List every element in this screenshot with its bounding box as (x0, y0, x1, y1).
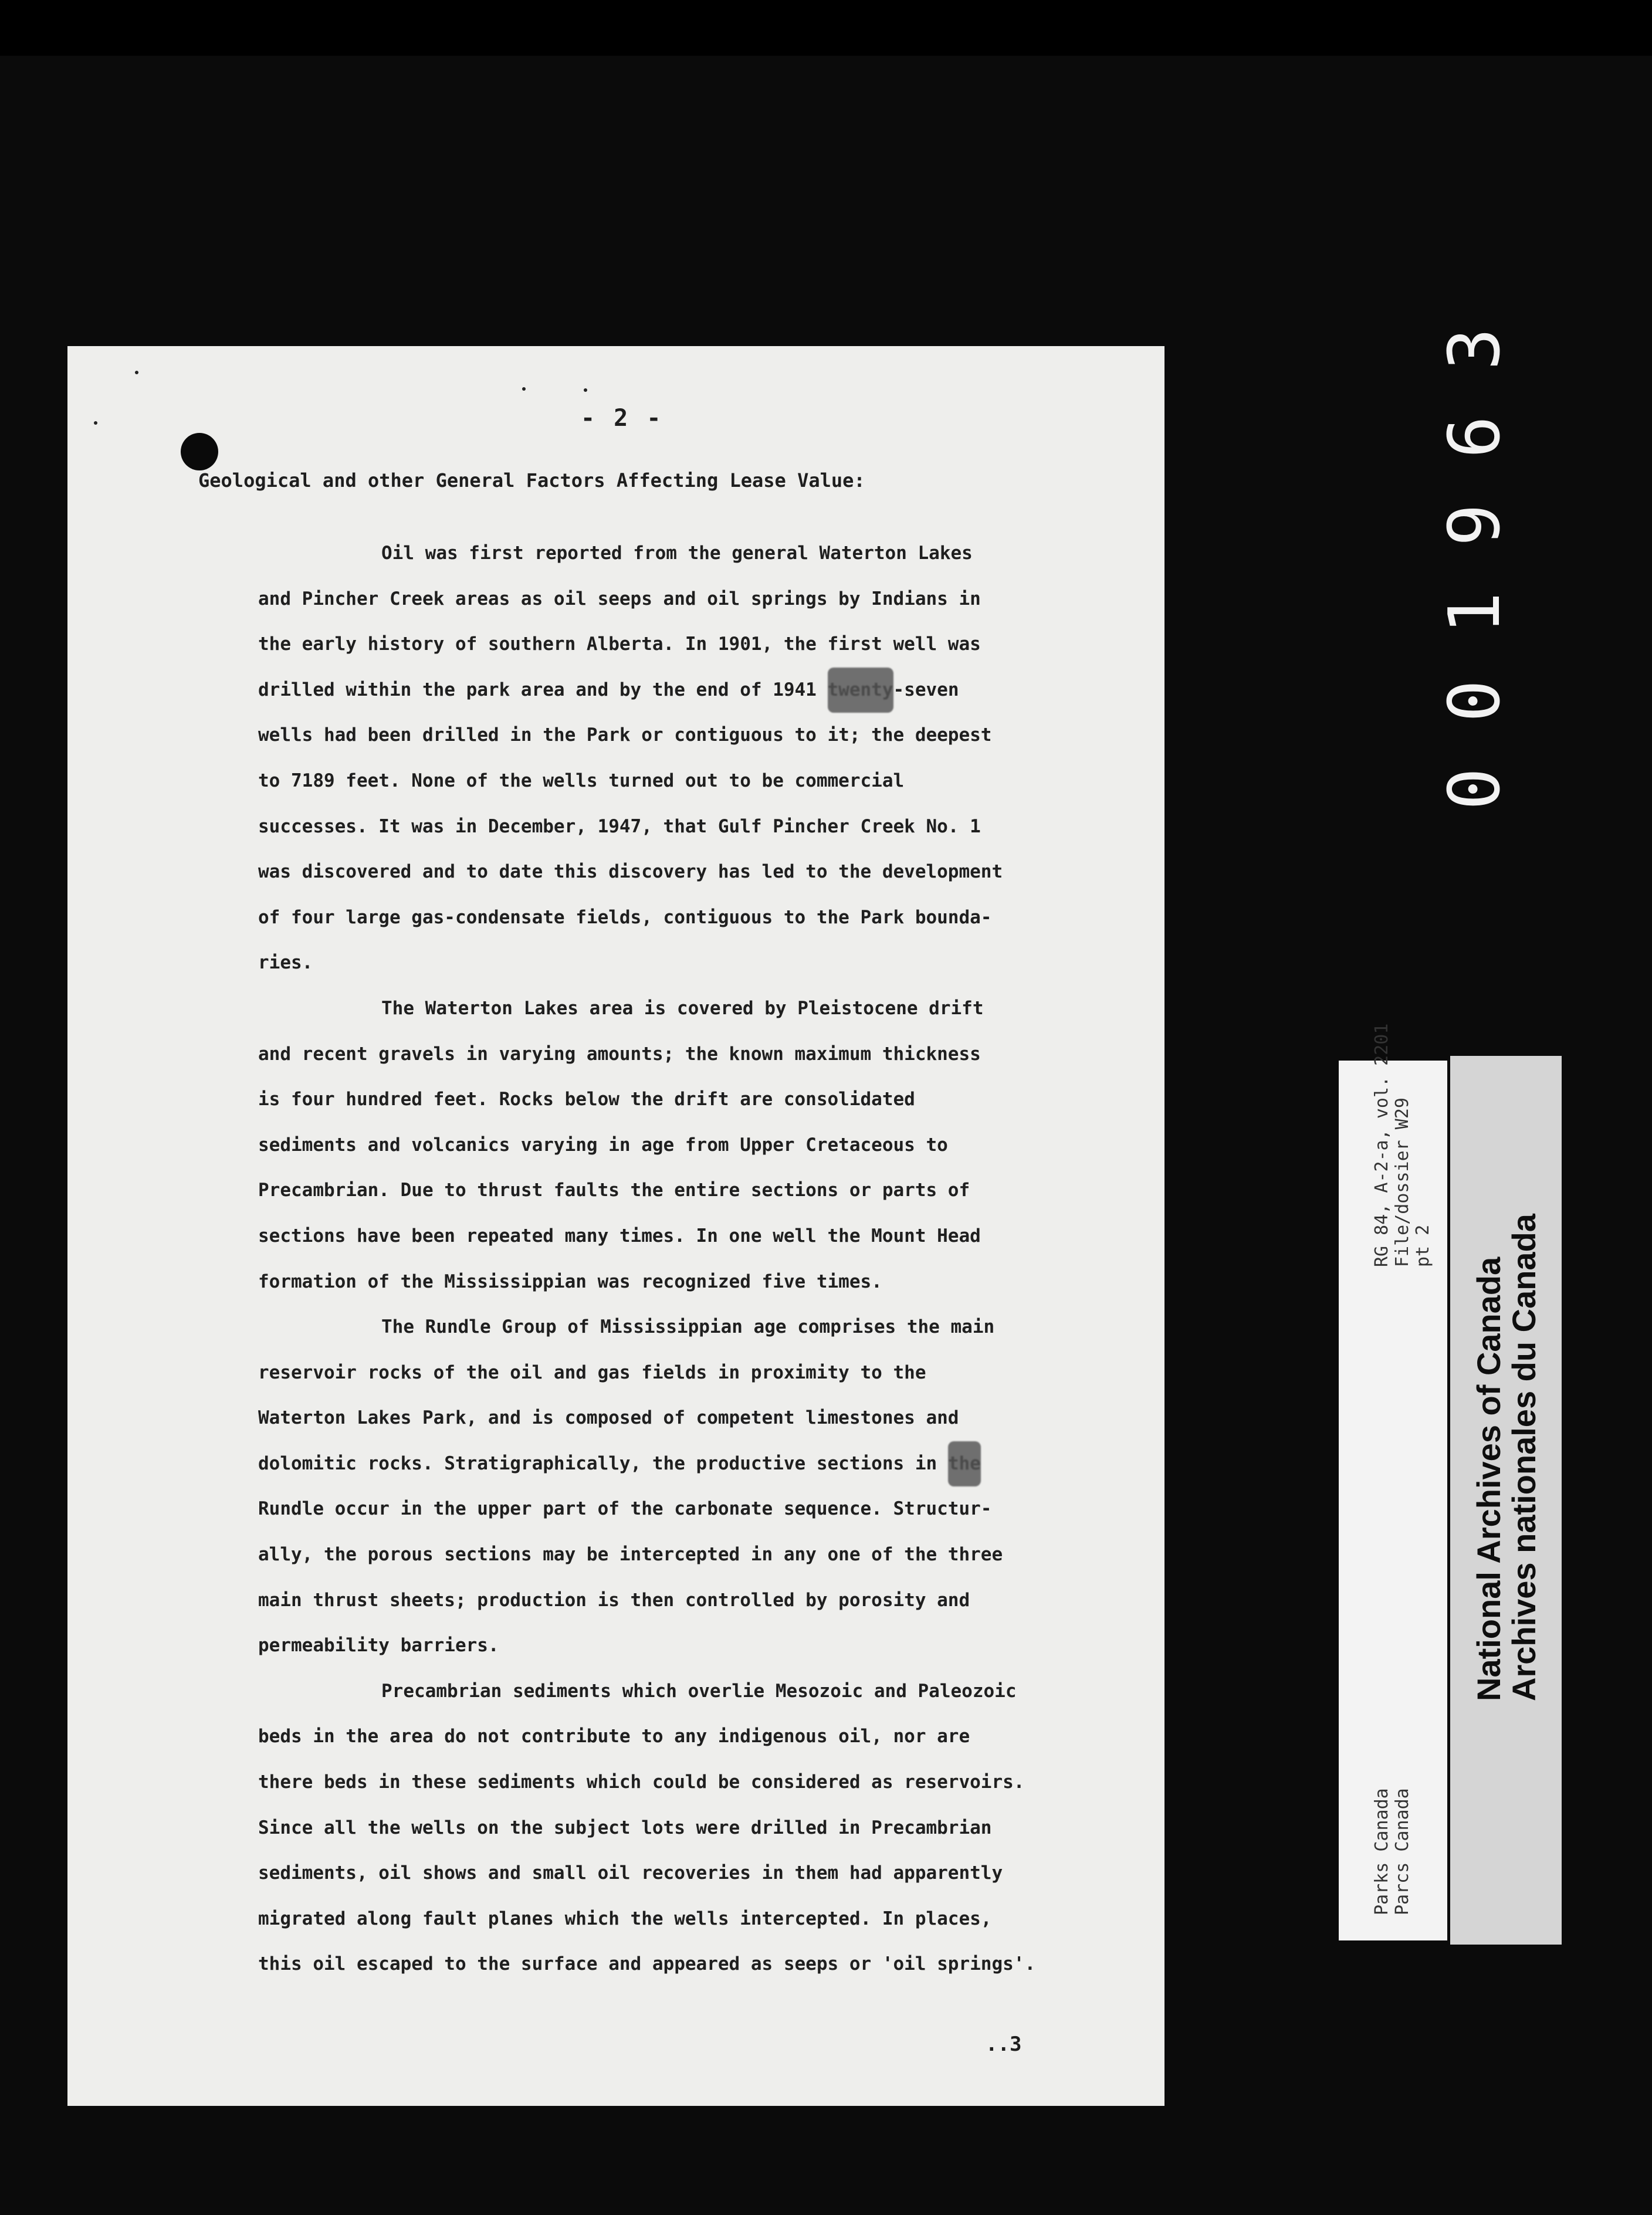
archive-reference-line3: pt 2 (1413, 1224, 1433, 1267)
film-edge (0, 0, 1652, 56)
paragraph1-line3: the early history of southern Alberta. In 1901, the first well was (258, 634, 981, 655)
archive-reference-line2: File/dossier W29 (1392, 1098, 1413, 1267)
paragraph3-line4-a: dolomitic rocks. Stratigraphically, the productive sections in (258, 1452, 948, 1474)
paragraph1-line4-a: drilled within the park area and by the end of 1941 (258, 679, 828, 700)
paragraph4-line2: beds in the area do not contribute to any indigenous oil, nor are (258, 1726, 970, 1747)
frame-number (1434, 308, 1516, 906)
paragraph3-line8: permeability barriers. (258, 1635, 499, 1657)
page-number: - 2 - (581, 405, 663, 432)
paragraph3-line3: Waterton Lakes Park, and is composed of competent limestones and (258, 1407, 959, 1429)
archive-reference-line1: RG 84, A-2-a, vol. 2201 (1372, 1023, 1392, 1267)
paragraph2-line2: and recent gravels in varying amounts; the known maximum thickness (258, 1043, 981, 1065)
dust-speck (522, 387, 526, 391)
paragraph3-line5: Rundle occur in the upper part of the carbonate sequence. Structur- (258, 1498, 992, 1520)
section-heading: Geological and other General Factors Affecting Lease Value: (198, 469, 865, 492)
paragraph3-line1: The Rundle Group of Mississippian age comprises the main (381, 1316, 995, 1338)
paragraph2-line5: Precambrian. Due to thrust faults the entire sections or parts of (258, 1180, 970, 1201)
paragraph1-line9: of four large gas-condensate fields, contiguous to the Park bounda- (258, 906, 992, 928)
paragraph1-line4-b: -seven (893, 679, 959, 700)
paragraph4-line6: migrated along fault planes which the wells intercepted. In places, (258, 1908, 992, 1929)
paragraph3-line4 (258, 1441, 1068, 1487)
frame-digit: 0 (1434, 767, 1516, 811)
paragraph2-line1: The Waterton Lakes area is covered by Pleistocene drift (381, 997, 984, 1019)
continuation-marker: ..3 (986, 2033, 1022, 2056)
agency-fr: Parcs Canada (1392, 1788, 1413, 1915)
frame-digit: 6 (1434, 415, 1516, 459)
institution-name-en: National Archives of Canada (1470, 1256, 1507, 1701)
frame-digit: 3 (1434, 327, 1516, 371)
frame-digit: 0 (1434, 679, 1516, 723)
paragraph3-line6: ally, the porous sections may be intercepted in any one of the three (258, 1544, 1003, 1566)
paragraph3-line2: reservoir rocks of the oil and gas fields in proximity to the (258, 1361, 926, 1383)
paragraph2-line6: sections have been repeated many times. In one well the Mount Head (258, 1225, 981, 1247)
paragraph1-line7: successes. It was in December, 1947, that Gulf Pincher Creek No. 1 (258, 815, 981, 837)
body-text (258, 531, 1068, 1987)
paragraph1-line6: to 7189 feet. None of the wells turned out to be commercial (258, 770, 905, 791)
paragraph2-line4: sediments and volcanics varying in age from Upper Cretaceous to (258, 1134, 948, 1156)
dust-speck (135, 371, 138, 374)
paragraph1-line8: was discovered and to date this discovery has led to the development (258, 861, 1003, 883)
paragraph3-line7: main thrust sheets; production is then controlled by porosity and (258, 1589, 970, 1611)
smudged-word: twenty (828, 668, 893, 713)
paragraph4-line5: sediments, oil shows and small oil recoveries in them had apparently (258, 1862, 1003, 1884)
smudged-word: the (948, 1441, 981, 1487)
dust-speck (584, 388, 587, 392)
paragraph4-line1: Precambrian sediments which overlie Mesozoic and Paleozoic (381, 1680, 1017, 1702)
institution-name-fr: Archives nationales du Canada (1505, 1214, 1542, 1701)
agency-en: Parks Canada (1372, 1788, 1392, 1915)
paragraph4-line7: this oil escaped to the surface and appeared as seeps or 'oil springs'. (258, 1953, 1036, 1975)
paragraph2-line3: is four hundred feet. Rocks below the drift are consolidated (258, 1089, 915, 1110)
frame-digit: 1 (1434, 591, 1516, 635)
paragraph4-line3: there beds in these sediments which could be considered as reservoirs. (258, 1772, 1025, 1793)
paragraph1-line2: and Pincher Creek areas as oil seeps and oil springs by Indians in (258, 588, 981, 609)
paragraph1-line4 (258, 668, 1068, 713)
paragraph4-line4: Since all the wells on the subject lots were drilled in Precambrian (258, 1817, 992, 1838)
punch-hole (181, 433, 218, 470)
dust-speck (94, 421, 97, 425)
paragraph1-line1: Oil was first reported from the general Waterton Lakes (381, 543, 973, 564)
paragraph1-line10: ries. (258, 952, 313, 974)
paragraph2-line7: formation of the Mississippian was recognized five times. (258, 1271, 882, 1292)
paragraph1-line5: wells had been drilled in the Park or contiguous to it; the deepest (258, 724, 992, 746)
frame-digit: 9 (1434, 503, 1516, 547)
